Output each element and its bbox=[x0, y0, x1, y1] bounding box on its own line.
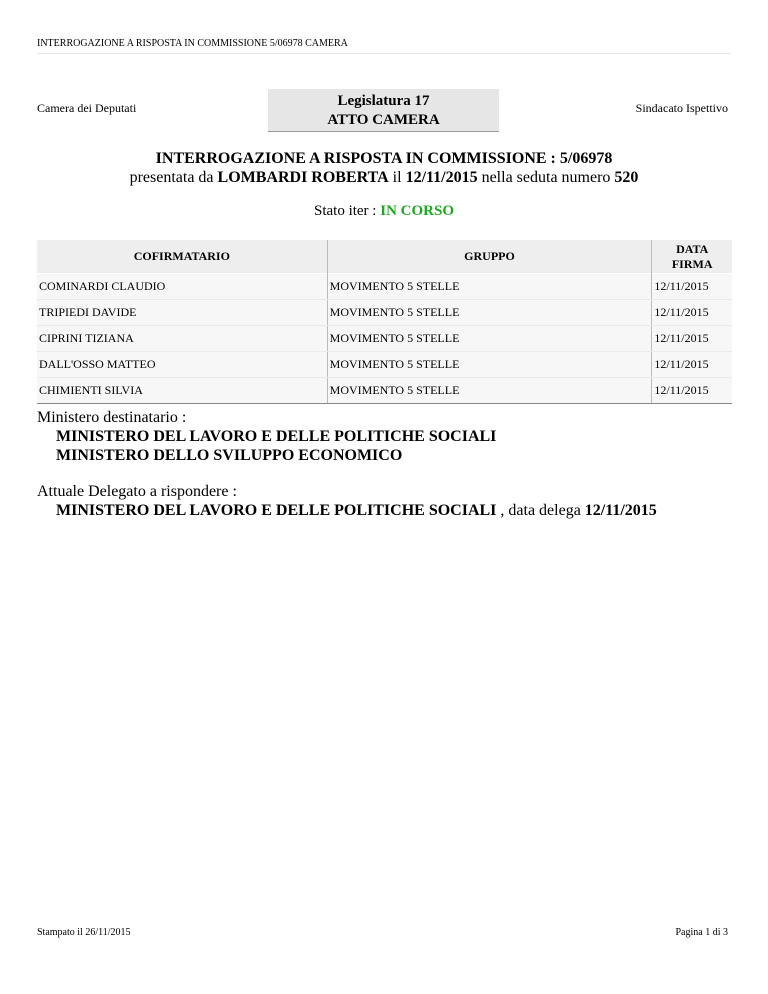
data-firma-cell: 12/11/2015 bbox=[652, 326, 732, 352]
gruppo-cell: MOVIMENTO 5 STELLE bbox=[327, 378, 652, 404]
legislature-label: Legislatura 17 bbox=[337, 93, 430, 109]
cofirmatari-table bbox=[37, 240, 732, 404]
status-value: IN CORSO bbox=[380, 203, 454, 219]
presented-by-text: presentata da bbox=[129, 169, 214, 186]
cofirmatario-cell: COMINARDI CLAUDIO bbox=[37, 274, 327, 300]
presentation-date: 12/11/2015 bbox=[405, 169, 478, 186]
table-row bbox=[37, 326, 732, 352]
page-number: Pagina 1 di 3 bbox=[675, 927, 728, 938]
gruppo-cell: MOVIMENTO 5 STELLE bbox=[327, 352, 652, 378]
gruppo-cell: MOVIMENTO 5 STELLE bbox=[327, 300, 652, 326]
col-header-cofirmatario: COFIRMATARIO bbox=[37, 240, 327, 274]
print-date: Stampato il 26/11/2015 bbox=[37, 927, 131, 938]
legislature-box bbox=[268, 89, 499, 132]
date-prefix-text: il bbox=[392, 169, 402, 186]
delegato-label: Attuale Delegato a rispondere : bbox=[37, 483, 237, 500]
data-firma-cell: 12/11/2015 bbox=[652, 352, 732, 378]
col-header-data-firma bbox=[652, 240, 732, 274]
cofirmatario-cell: CHIMIENTI SILVIA bbox=[37, 378, 327, 404]
seduta-number: 520 bbox=[614, 169, 639, 186]
cofirmatario-cell: CIPRINI TIZIANA bbox=[37, 326, 327, 352]
table-row bbox=[37, 378, 732, 404]
cofirmatario-cell: DALL'OSSO MATTEO bbox=[37, 352, 327, 378]
institution-label: Camera dei Deputati bbox=[37, 101, 137, 115]
status-label: Stato iter : bbox=[313, 203, 377, 219]
status-line bbox=[0, 203, 768, 220]
table-row bbox=[37, 300, 732, 326]
data-firma-cell: 12/11/2015 bbox=[652, 378, 732, 404]
cofirmatario-cell: TRIPIEDI DAVIDE bbox=[37, 300, 327, 326]
delegato-name: MINISTERO DEL LAVORO E DELLE POLITICHE SOCIALI bbox=[56, 502, 497, 519]
col-header-firma: FIRMA bbox=[671, 256, 713, 271]
author-name: LOMBARDI ROBERTA bbox=[217, 169, 389, 186]
data-firma-cell: 12/11/2015 bbox=[652, 300, 732, 326]
delega-label: , data delega bbox=[500, 502, 581, 519]
ministero-item: MINISTERO DELLO SVILUPPO ECONOMICO bbox=[56, 447, 403, 464]
table-row bbox=[37, 274, 732, 300]
header-divider bbox=[37, 53, 731, 54]
page-header: INTERROGAZIONE A RISPOSTA IN COMMISSIONE 5/06978 CAMERA bbox=[37, 38, 348, 49]
gruppo-cell: MOVIMENTO 5 STELLE bbox=[327, 274, 652, 300]
ministero-label: Ministero destinatario : bbox=[37, 409, 187, 426]
ministero-item: MINISTERO DEL LAVORO E DELLE POLITICHE SOCIALI bbox=[56, 428, 497, 445]
col-header-gruppo: GRUPPO bbox=[327, 240, 652, 274]
act-type-label: ATTO CAMERA bbox=[327, 112, 440, 128]
document-title: INTERROGAZIONE A RISPOSTA IN COMMISSIONE : 5/06978 bbox=[155, 150, 613, 167]
document-subtitle bbox=[0, 169, 768, 187]
gruppo-cell: MOVIMENTO 5 STELLE bbox=[327, 326, 652, 352]
data-firma-cell: 12/11/2015 bbox=[652, 274, 732, 300]
table-row bbox=[37, 352, 732, 378]
delega-date: 12/11/2015 bbox=[584, 502, 657, 519]
table-header-row bbox=[37, 240, 732, 274]
seduta-text: nella seduta numero bbox=[481, 169, 611, 186]
delegato-line bbox=[56, 502, 657, 520]
section-type-label: Sindacato Ispettivo bbox=[635, 101, 728, 115]
col-header-data: DATA bbox=[676, 241, 709, 256]
